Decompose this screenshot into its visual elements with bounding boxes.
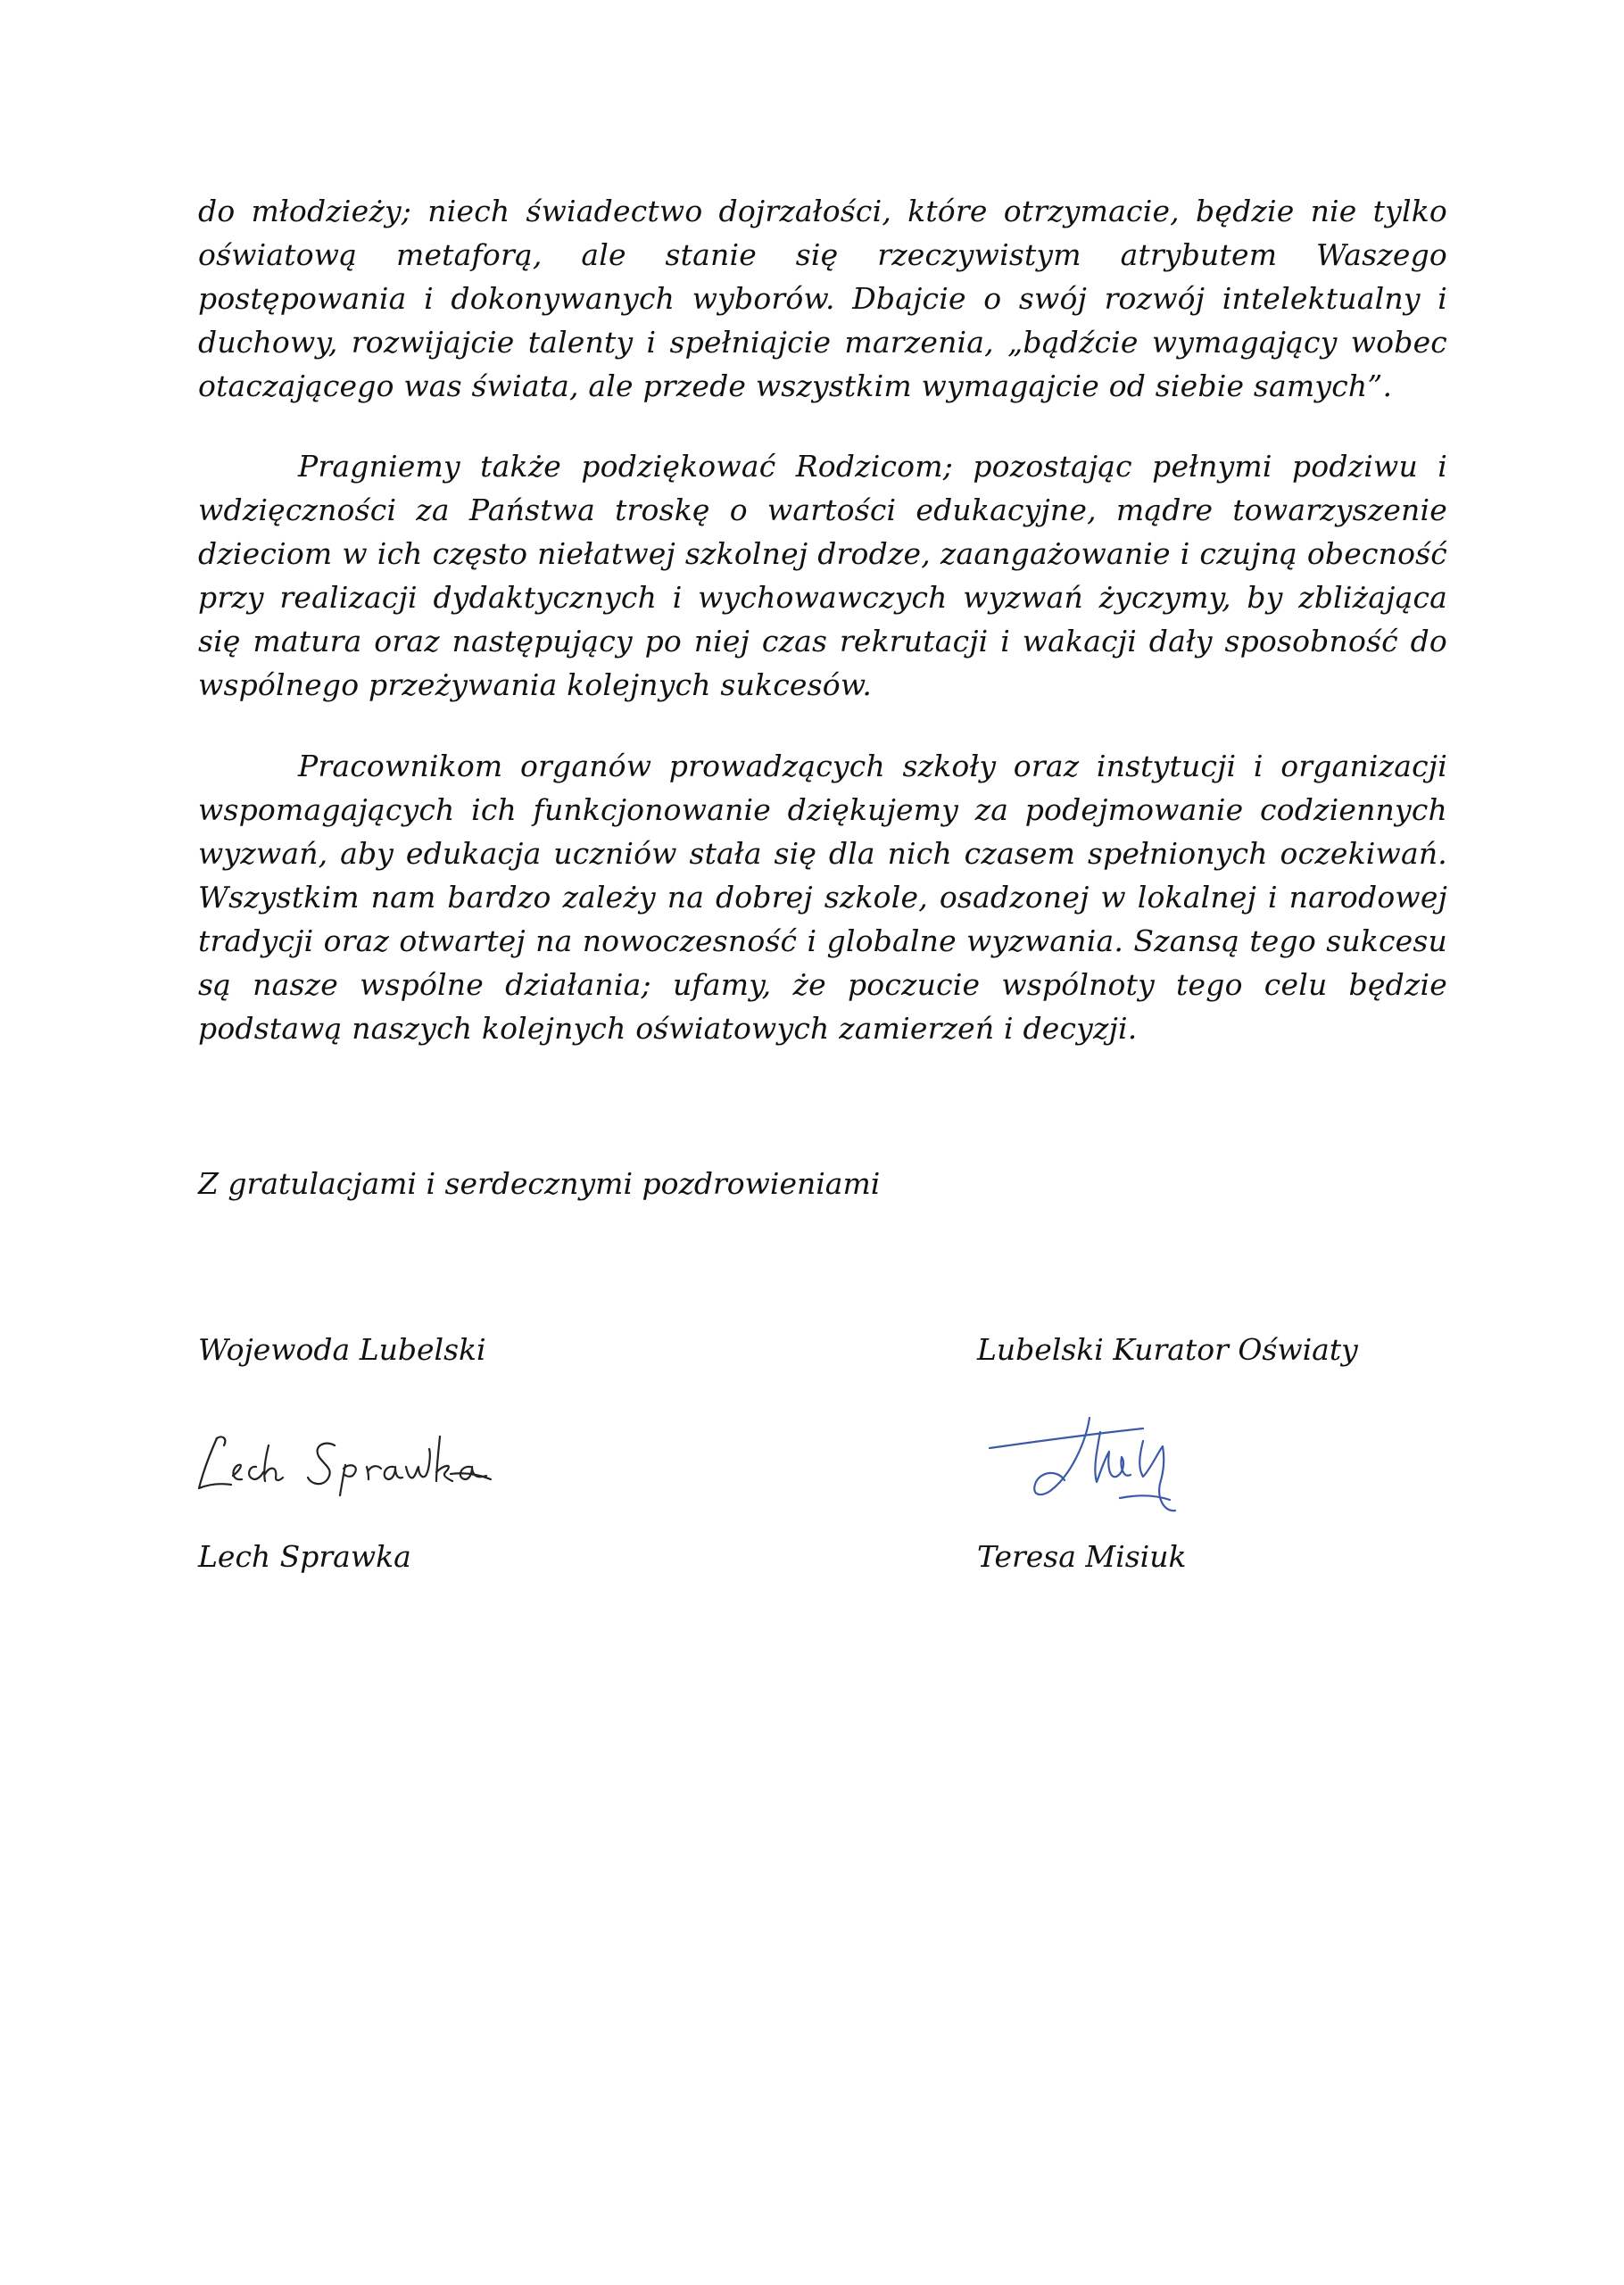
letter-paragraph-2: Pragniemy także podziękować Rodzicom; pozostając pełnymi podziwu i wdzięczności za Państwa troskę o wartości edukacyjne, mądre towarzyszenie dzieciom w ich często niełatwej szkolnej drodze, zaangażowanie i czujną obecność przy realizacji dydaktycznych i wychowawczych wyzwań życzymy, by zbliżająca się matura oraz następujący po niej czas rekrutacji i wakacji dały sposobność do wspólnego przeżywania kolejnych sukcesów. [198,449,1447,702]
handwritten-signature-right [986,1405,1236,1521]
signatory-role-left: Wojewoda Lubelski [198,1332,486,1367]
signatory-name-left: Lech Sprawka [198,1539,411,1574]
letter-paragraph-3: Pracownikom organów prowadzących szkoły oraz instytucji i organizacji wspomagających ich funkcjonowanie dziękujemy za podejmowanie codziennych wyzwań, aby edukacja uczniów stała się dla nich czasem spełnionych oczekiwań. Wszystkim nam bardzo zależy na dobrej szkole, osadzonej w lokalnej i narodowej tradycji oraz otwartej na nowoczesność i globalne wyzwania. Szansą tego sukcesu są nasze wspólne działania; ufamy, że poczucie wspólnoty tego celu będzie podstawą naszych kolejnych oświatowych zamierzeń i decyzji. [198,749,1447,1046]
letter-paragraph-1: do młodzieży; niech świadectwo dojrzałości, które otrzymacie, będzie nie tylko oświatową metaforą, ale stanie się rzeczywistym atrybutem Waszego postępowania i dokonywanych wyborów. Dbajcie o swój rozwój intelektualny i duchowy, rozwijajcie talenty i spełniajcie marzenia, „bądźcie wymagający wobec otaczającego was świata, ale przede wszystkim wymagajcie od siebie samych”. [198,194,1447,403]
closing-greeting: Z gratulacjami i serdecznymi pozdrowieniami [198,1166,881,1201]
handwritten-signature-left [192,1419,495,1499]
signatory-name-right: Teresa Misiuk [977,1539,1187,1574]
signatory-role-right: Lubelski Kurator Oświaty [977,1332,1358,1367]
